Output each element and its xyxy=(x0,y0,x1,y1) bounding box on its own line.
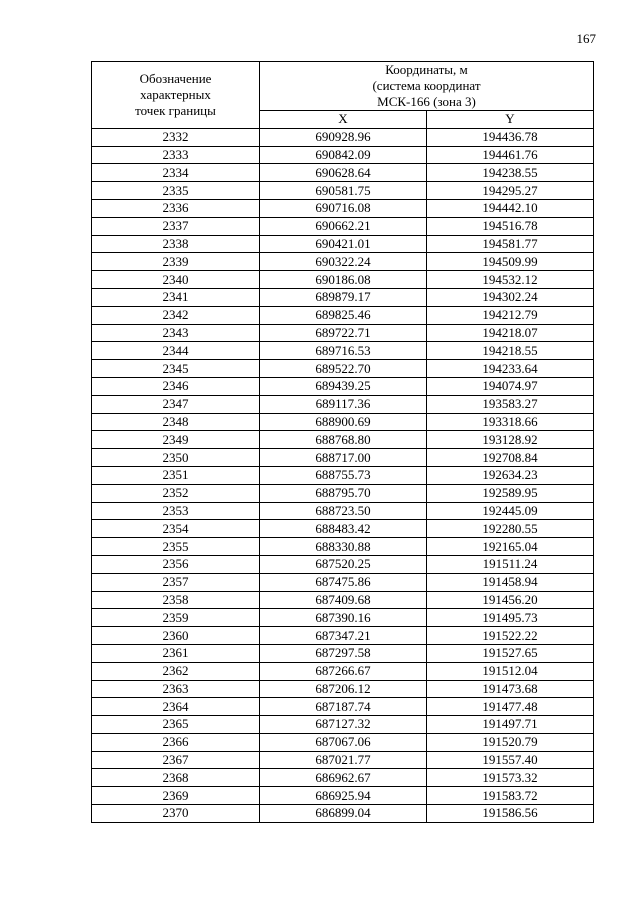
point-id-cell: 2347 xyxy=(92,395,260,413)
y-coordinate-cell: 194295.27 xyxy=(427,182,594,200)
table-row xyxy=(92,733,594,751)
x-coordinate-cell: 688755.73 xyxy=(260,466,427,484)
x-coordinate-cell: 690581.75 xyxy=(260,182,427,200)
point-id-cell: 2338 xyxy=(92,235,260,253)
table-row xyxy=(92,413,594,431)
x-coordinate-cell: 689439.25 xyxy=(260,377,427,395)
point-id-cell: 2365 xyxy=(92,716,260,734)
x-coordinate-cell: 689522.70 xyxy=(260,360,427,378)
x-coordinate-cell: 687206.12 xyxy=(260,680,427,698)
x-column-header: X xyxy=(260,111,427,129)
table-row xyxy=(92,395,594,413)
x-coordinate-cell: 689879.17 xyxy=(260,288,427,306)
table-row xyxy=(92,538,594,556)
table-row xyxy=(92,324,594,342)
table-row xyxy=(92,288,594,306)
x-coordinate-cell: 687409.68 xyxy=(260,591,427,609)
coordinates-table xyxy=(91,61,594,823)
y-coordinate-cell: 192708.84 xyxy=(427,449,594,467)
x-coordinate-cell: 688768.80 xyxy=(260,431,427,449)
y-coordinate-cell: 191557.40 xyxy=(427,751,594,769)
y-coordinate-cell: 191512.04 xyxy=(427,662,594,680)
point-id-cell: 2339 xyxy=(92,253,260,271)
table-body xyxy=(92,128,594,822)
point-id-cell: 2340 xyxy=(92,271,260,289)
point-id-cell: 2352 xyxy=(92,484,260,502)
point-id-cell: 2343 xyxy=(92,324,260,342)
x-coordinate-cell: 687067.06 xyxy=(260,733,427,751)
table-row xyxy=(92,555,594,573)
table-row xyxy=(92,235,594,253)
y-coordinate-cell: 193318.66 xyxy=(427,413,594,431)
y-column-header: Y xyxy=(427,111,594,129)
point-id-cell: 2366 xyxy=(92,733,260,751)
point-id-cell: 2360 xyxy=(92,627,260,645)
y-coordinate-cell: 191522.22 xyxy=(427,627,594,645)
y-coordinate-cell: 191458.94 xyxy=(427,573,594,591)
y-coordinate-cell: 191586.56 xyxy=(427,805,594,823)
x-coordinate-cell: 687021.77 xyxy=(260,751,427,769)
point-id-cell: 2344 xyxy=(92,342,260,360)
x-coordinate-cell: 687297.58 xyxy=(260,644,427,662)
y-coordinate-cell: 191527.65 xyxy=(427,644,594,662)
point-id-cell: 2335 xyxy=(92,182,260,200)
y-coordinate-cell: 193128.92 xyxy=(427,431,594,449)
table-row xyxy=(92,680,594,698)
coordinates-header-line3: МСК-166 (зона 3) xyxy=(377,94,476,109)
table-row xyxy=(92,502,594,520)
point-designation-header-line3: точек границы xyxy=(135,102,216,118)
x-coordinate-cell: 688717.00 xyxy=(260,449,427,467)
point-id-cell: 2349 xyxy=(92,431,260,449)
table-row xyxy=(92,644,594,662)
table-row xyxy=(92,787,594,805)
x-coordinate-cell: 687127.32 xyxy=(260,716,427,734)
table-row xyxy=(92,609,594,627)
table-row xyxy=(92,449,594,467)
point-id-cell: 2357 xyxy=(92,573,260,591)
table-row xyxy=(92,253,594,271)
y-coordinate-cell: 194516.78 xyxy=(427,217,594,235)
x-coordinate-cell: 688900.69 xyxy=(260,413,427,431)
y-coordinate-cell: 191495.73 xyxy=(427,609,594,627)
table-row xyxy=(92,360,594,378)
table-row xyxy=(92,520,594,538)
y-coordinate-cell: 194302.24 xyxy=(427,288,594,306)
y-coordinate-cell: 194212.79 xyxy=(427,306,594,324)
x-coordinate-cell: 687187.74 xyxy=(260,698,427,716)
x-coordinate-cell: 690842.09 xyxy=(260,146,427,164)
point-designation-header-line2: характерных xyxy=(140,86,211,102)
point-id-cell: 2362 xyxy=(92,662,260,680)
table-row xyxy=(92,146,594,164)
point-id-cell: 2368 xyxy=(92,769,260,787)
table-row xyxy=(92,484,594,502)
y-coordinate-cell: 191497.71 xyxy=(427,716,594,734)
point-id-cell: 2334 xyxy=(92,164,260,182)
table-row xyxy=(92,164,594,182)
y-coordinate-cell: 192280.55 xyxy=(427,520,594,538)
y-coordinate-cell: 191520.79 xyxy=(427,733,594,751)
y-coordinate-cell: 191573.32 xyxy=(427,769,594,787)
page-number: 167 xyxy=(576,31,596,46)
y-coordinate-cell: 194218.55 xyxy=(427,342,594,360)
table-row xyxy=(92,805,594,823)
point-id-cell: 2346 xyxy=(92,377,260,395)
point-designation-header-line1: Обозначение xyxy=(139,70,212,86)
x-coordinate-cell: 687266.67 xyxy=(260,662,427,680)
y-coordinate-cell: 194581.77 xyxy=(427,235,594,253)
y-coordinate-cell: 194532.12 xyxy=(427,271,594,289)
point-id-cell: 2363 xyxy=(92,680,260,698)
point-id-cell: 2364 xyxy=(92,698,260,716)
point-id-cell: 2358 xyxy=(92,591,260,609)
y-coordinate-cell: 191473.68 xyxy=(427,680,594,698)
point-id-cell: 2351 xyxy=(92,466,260,484)
table-row xyxy=(92,342,594,360)
point-id-cell: 2370 xyxy=(92,805,260,823)
table-row xyxy=(92,466,594,484)
y-coordinate-cell: 194436.78 xyxy=(427,128,594,146)
point-id-cell: 2337 xyxy=(92,217,260,235)
x-coordinate-cell: 688330.88 xyxy=(260,538,427,556)
table-row xyxy=(92,199,594,217)
x-coordinate-cell: 688483.42 xyxy=(260,520,427,538)
y-coordinate-cell: 192445.09 xyxy=(427,502,594,520)
x-coordinate-cell: 689117.36 xyxy=(260,395,427,413)
y-coordinate-cell: 193583.27 xyxy=(427,395,594,413)
coordinates-header-line2: (система координат xyxy=(372,78,481,93)
y-coordinate-cell: 191477.48 xyxy=(427,698,594,716)
table-row xyxy=(92,591,594,609)
point-id-cell: 2354 xyxy=(92,520,260,538)
x-coordinate-cell: 687390.16 xyxy=(260,609,427,627)
y-coordinate-cell: 194238.55 xyxy=(427,164,594,182)
point-id-cell: 2333 xyxy=(92,146,260,164)
table-row xyxy=(92,751,594,769)
x-coordinate-cell: 690322.24 xyxy=(260,253,427,271)
x-coordinate-cell: 686962.67 xyxy=(260,769,427,787)
x-coordinate-cell: 686899.04 xyxy=(260,805,427,823)
point-id-cell: 2350 xyxy=(92,449,260,467)
point-id-cell: 2348 xyxy=(92,413,260,431)
y-coordinate-cell: 192589.95 xyxy=(427,484,594,502)
x-coordinate-cell: 689825.46 xyxy=(260,306,427,324)
coordinates-header-line1: Координаты, м xyxy=(385,62,468,77)
x-coordinate-cell: 690662.21 xyxy=(260,217,427,235)
y-coordinate-cell: 194233.64 xyxy=(427,360,594,378)
point-id-cell: 2341 xyxy=(92,288,260,306)
table-header xyxy=(92,62,594,129)
x-coordinate-cell: 688723.50 xyxy=(260,502,427,520)
table-row xyxy=(92,769,594,787)
x-coordinate-cell: 689716.53 xyxy=(260,342,427,360)
y-coordinate-cell: 191583.72 xyxy=(427,787,594,805)
table-row xyxy=(92,662,594,680)
table-row xyxy=(92,431,594,449)
coordinates-header xyxy=(260,62,594,111)
x-coordinate-cell: 688795.70 xyxy=(260,484,427,502)
table-row xyxy=(92,182,594,200)
point-id-cell: 2355 xyxy=(92,538,260,556)
y-coordinate-cell: 194218.07 xyxy=(427,324,594,342)
x-coordinate-cell: 687347.21 xyxy=(260,627,427,645)
y-coordinate-cell: 192165.04 xyxy=(427,538,594,556)
y-coordinate-cell: 191456.20 xyxy=(427,591,594,609)
table-row xyxy=(92,306,594,324)
point-id-cell: 2359 xyxy=(92,609,260,627)
point-id-cell: 2332 xyxy=(92,128,260,146)
x-coordinate-cell: 690716.08 xyxy=(260,199,427,217)
y-coordinate-cell: 194509.99 xyxy=(427,253,594,271)
y-coordinate-cell: 194442.10 xyxy=(427,199,594,217)
point-id-cell: 2345 xyxy=(92,360,260,378)
point-id-cell: 2353 xyxy=(92,502,260,520)
x-coordinate-cell: 690421.01 xyxy=(260,235,427,253)
point-id-cell: 2356 xyxy=(92,555,260,573)
x-coordinate-cell: 689722.71 xyxy=(260,324,427,342)
y-coordinate-cell: 191511.24 xyxy=(427,555,594,573)
point-id-cell: 2336 xyxy=(92,199,260,217)
table-row xyxy=(92,217,594,235)
table-row xyxy=(92,573,594,591)
x-coordinate-cell: 687520.25 xyxy=(260,555,427,573)
x-coordinate-cell: 690928.96 xyxy=(260,128,427,146)
table-row xyxy=(92,377,594,395)
table-row xyxy=(92,128,594,146)
table-row xyxy=(92,271,594,289)
y-coordinate-cell: 194461.76 xyxy=(427,146,594,164)
x-coordinate-cell: 690186.08 xyxy=(260,271,427,289)
x-coordinate-cell: 690628.64 xyxy=(260,164,427,182)
point-designation-header xyxy=(92,62,260,129)
point-id-cell: 2367 xyxy=(92,751,260,769)
point-id-cell: 2361 xyxy=(92,644,260,662)
x-coordinate-cell: 686925.94 xyxy=(260,787,427,805)
table-row xyxy=(92,627,594,645)
y-coordinate-cell: 192634.23 xyxy=(427,466,594,484)
table-row xyxy=(92,698,594,716)
point-id-cell: 2369 xyxy=(92,787,260,805)
x-coordinate-cell: 687475.86 xyxy=(260,573,427,591)
table-row xyxy=(92,716,594,734)
point-id-cell: 2342 xyxy=(92,306,260,324)
y-coordinate-cell: 194074.97 xyxy=(427,377,594,395)
